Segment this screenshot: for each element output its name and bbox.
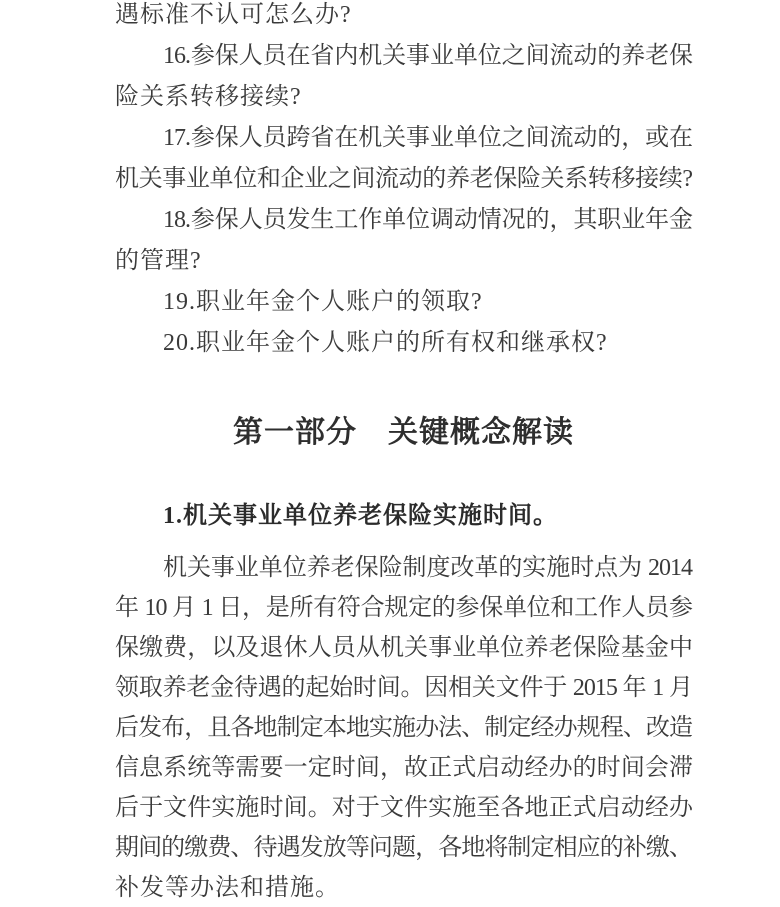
topic-title: 1.机关事业单位养老保险实施时间。 <box>163 503 558 529</box>
paragraph-line: 后于文件实施时间。对于文件实施至各地正式启动经办 <box>115 795 692 821</box>
question-line: 的管理? <box>115 248 202 274</box>
section-heading: 第一部分 关键概念解读 <box>233 416 574 449</box>
question-line: 19.职业年金个人账户的领取? <box>163 289 483 315</box>
paragraph-line: 年 10 月 1 日，是所有符合规定的参保单位和工作人员参 <box>115 595 692 621</box>
question-line: 20.职业年金个人账户的所有权和继承权? <box>163 330 608 356</box>
paragraph-line: 期间的缴费、待遇发放等问题，各地将制定相应的补缴、 <box>115 835 692 861</box>
paragraph-line: 保缴费，以及退休人员从机关事业单位养老保险基金中 <box>115 635 692 661</box>
paragraph-line: 后发布，且各地制定本地实施办法、制定经办规程、改造 <box>115 715 692 741</box>
paragraph-line: 补发等办法和措施。 <box>115 875 340 901</box>
paragraph-line: 领取养老金待遇的起始时间。因相关文件于 2015 年 1 月 <box>115 675 692 701</box>
question-line: 险关系转移接续? <box>115 84 302 110</box>
question-line: 16.参保人员在省内机关事业单位之间流动的养老保 <box>163 43 692 69</box>
question-line: 机关事业单位和企业之间流动的养老保险关系转移接续? <box>115 166 692 192</box>
question-line: 17.参保人员跨省在机关事业单位之间流动的，或在 <box>163 125 692 151</box>
topic-paragraph <box>115 548 692 907</box>
paragraph-line: 信息系统等需要一定时间，故正式启动经办的时间会滞 <box>115 755 692 781</box>
questions-list <box>115 0 692 364</box>
paragraph-line: 机关事业单位养老保险制度改革的实施时点为 2014 <box>163 555 692 581</box>
question-line: 遇标准不认可怎么办? <box>115 2 352 28</box>
question-line: 18.参保人员发生工作单位调动情况的，其职业年金 <box>163 207 692 233</box>
